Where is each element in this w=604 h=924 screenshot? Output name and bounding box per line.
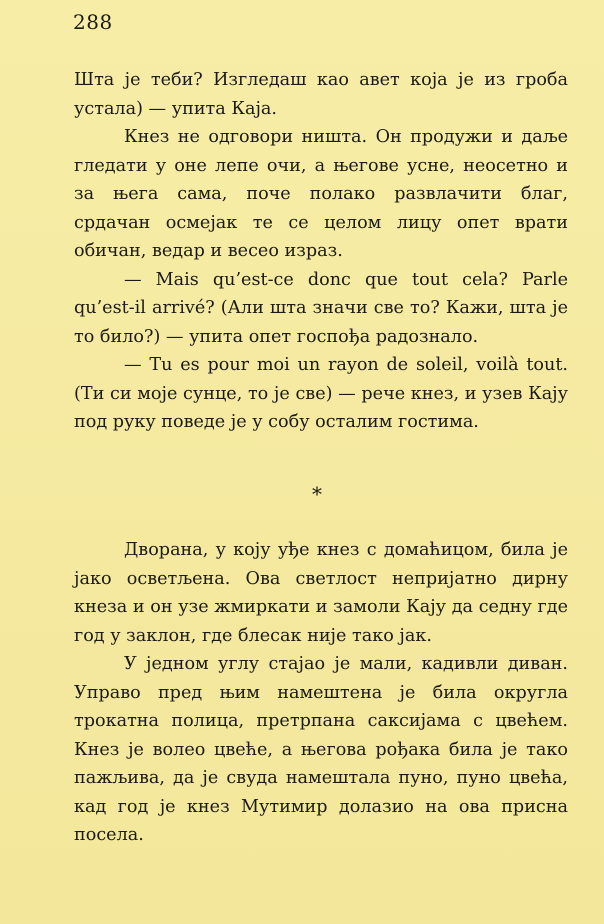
paragraph: Кнез не одговори ништа. Он продужи и даље гледати у оне лепе очи, а његове усне, неосетно и за њега сама, поче полако развлачити благ, срдачан осмејак те се целом лицу опет врати обичан, ведар и весео израз. — [74, 127, 568, 261]
text-block-bottom — [74, 536, 568, 850]
paragraph: — Mais qu’est-ce donc que tout cela? Parle qu’est-il arrivé? (Али шта значи све то? Кажи, шта је то било?) — упита опет госпођа радознало. — [74, 269, 568, 347]
section-divider: * — [312, 482, 322, 506]
page-number: 288 — [73, 10, 113, 34]
paragraph: Шта је теби? Изгледаш као авет која је из гроба устала) — упита Каја. — [74, 70, 568, 119]
paragraph: У једном углу стајао је мали, кадивли диван. Управо пред њим намештена је била округла трокатна полица, претрпана саксијама с цвећем. Кнез је волео цвеће, а његова рођака била је тако пажљива, да је свуда намештала пуно, пуно цвећа, кад год је кнез Мутимир долазио на ова присна посела. — [74, 654, 568, 845]
text-block-top — [74, 66, 568, 437]
paragraph: Дворана, у коју уђе кнез с домаћицом, била је јако осветљена. Ова светлост непријатно дирну кнеза и он узе жмиркати и замоли Кају да седну где год у заклон, где блесак није тако јак. — [74, 540, 568, 646]
paragraph: — Tu es pour moi un rayon de soleil, voilà tout. (Ти си моје сунце, то је све) — рече кнез, и узев Кају под руку поведе је у собу осталим гостима. — [74, 355, 568, 432]
